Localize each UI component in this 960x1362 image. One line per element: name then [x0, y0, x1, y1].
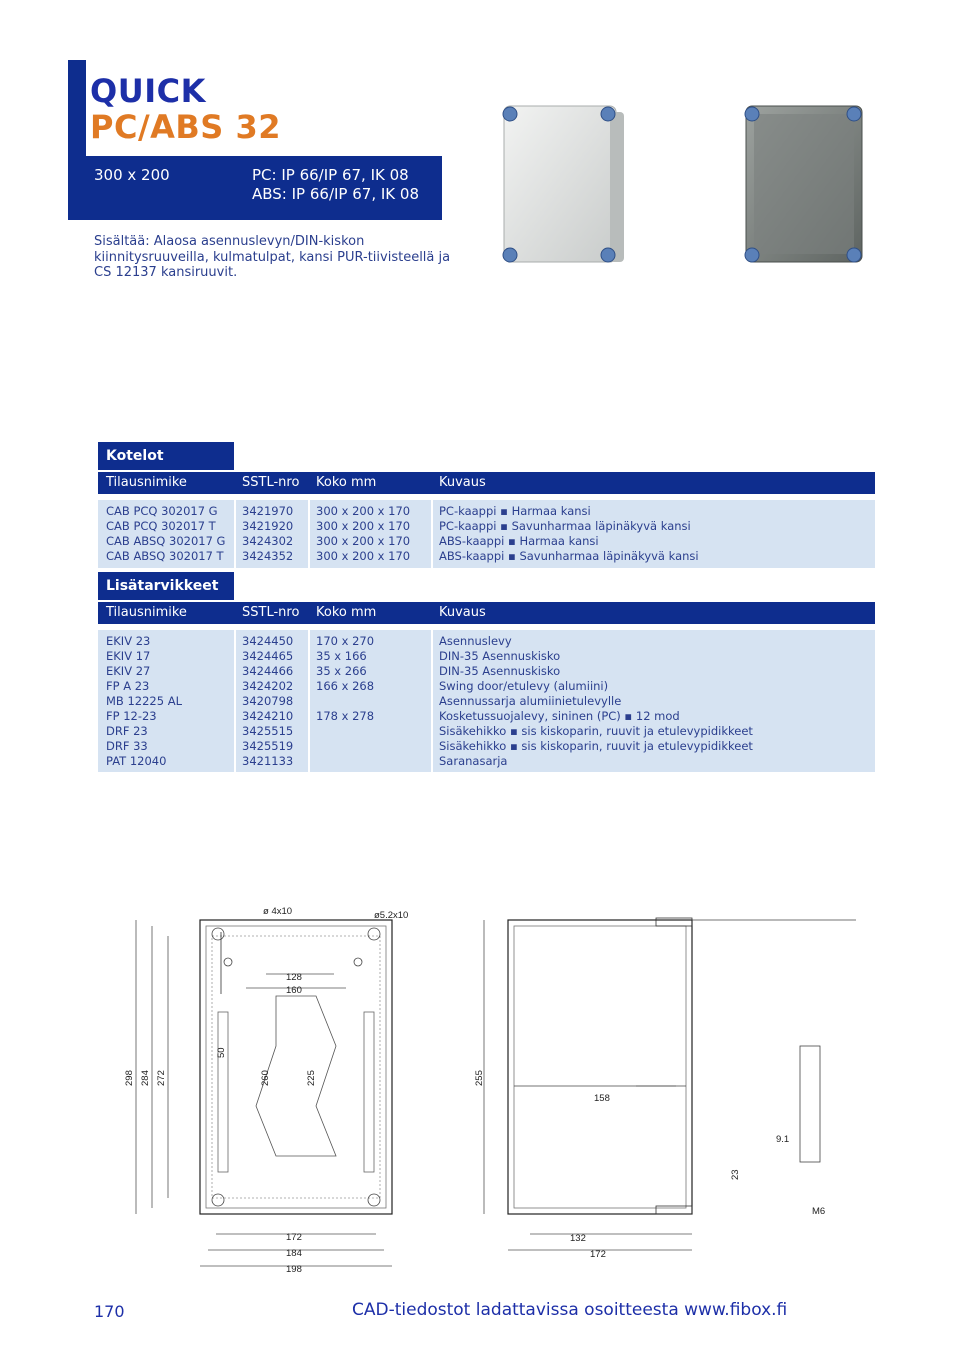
cell-size: 300 x 200 x 170 — [316, 534, 411, 548]
dim-23: 23 — [730, 1169, 741, 1180]
cell-name: DRF 33 — [106, 739, 148, 753]
col-header-size: Koko mm — [316, 475, 377, 490]
cell-desc: ABS-kaappi ▪ Savunharmaa läpinäkyvä kansi — [439, 549, 699, 563]
cell-desc: Asennussarja alumiinietulevylle — [439, 694, 622, 708]
col-header-desc: Kuvaus — [439, 605, 486, 620]
product-model-title: PC/ABS 32 — [90, 108, 281, 146]
dim-9-1: 9.1 — [776, 1134, 790, 1145]
kotelot-table — [98, 500, 875, 568]
cell-sstl: 3421920 — [242, 519, 294, 533]
cell-desc: Sisäkehikko ▪ sis kiskoparin, ruuvit ja etulevypidikkeet — [439, 739, 753, 753]
cell-desc: Swing door/etulevy (alumiini) — [439, 679, 609, 693]
col-header-sstl: SSTL-nro — [242, 605, 300, 620]
page-number: 170 — [94, 1302, 125, 1321]
enclosure-photo-grey — [500, 100, 630, 270]
dim-260: 260 — [260, 1070, 271, 1086]
cell-name: EKIV 27 — [106, 664, 151, 678]
cell-sstl: 3420798 — [242, 694, 294, 708]
cell-sstl: 3424466 — [242, 664, 294, 678]
cell-name: CAB PCQ 302017 T — [106, 519, 216, 533]
cell-name: CAB ABSQ 302017 G — [106, 534, 226, 548]
col-header-sstl: SSTL-nro — [242, 475, 300, 490]
dim-225: 225 — [306, 1070, 317, 1086]
cell-name: PAT 12040 — [106, 754, 167, 768]
cell-desc: DIN-35 Asennuskisko — [439, 649, 561, 663]
product-family-title: QUICK — [90, 72, 206, 110]
cell-desc: ABS-kaappi ▪ Harmaa kansi — [439, 534, 599, 548]
dim-hole-b: ø5.2x10 — [374, 910, 409, 921]
cell-name: EKIV 17 — [106, 649, 151, 663]
cell-sstl: 3424210 — [242, 709, 294, 723]
cell-sstl: 3424352 — [242, 549, 294, 563]
col-header-size: Koko mm — [316, 605, 377, 620]
cell-sstl: 3421133 — [242, 754, 294, 768]
cell-name: FP A 23 — [106, 679, 150, 693]
cell-size: 300 x 200 x 170 — [316, 504, 411, 518]
cell-desc: PC-kaappi ▪ Harmaa kansi — [439, 504, 591, 518]
cell-sstl: 3421970 — [242, 504, 294, 518]
dim-158: 158 — [594, 1093, 610, 1104]
lisatarvikkeet-header-row — [98, 602, 875, 624]
cell-name: CAB ABSQ 302017 T — [106, 549, 224, 563]
dim-160: 160 — [286, 985, 302, 996]
col-header-name: Tilausnimike — [106, 605, 187, 620]
dim-172-side: 172 — [590, 1249, 606, 1260]
cell-desc: DIN-35 Asennuskisko — [439, 664, 561, 678]
dim-272: 272 — [156, 1070, 167, 1086]
cell-desc: Sisäkehikko ▪ sis kiskoparin, ruuvit ja etulevypidikkeet — [439, 724, 753, 738]
cell-size: 170 x 270 — [316, 634, 375, 648]
cell-size: 35 x 166 — [316, 649, 367, 663]
dim-128: 128 — [286, 972, 302, 983]
cell-size: 300 x 200 x 170 — [316, 549, 411, 563]
rating-pc: PC: IP 66/IP 67, IK 08 — [252, 166, 409, 184]
enclosure-photo-smoked — [742, 100, 872, 270]
dim-284: 284 — [140, 1070, 151, 1086]
cell-desc: Asennuslevy — [439, 634, 512, 648]
kotelot-header-row — [98, 472, 875, 494]
col-header-name: Tilausnimike — [106, 475, 187, 490]
dim-298: 298 — [124, 1070, 135, 1086]
technical-drawing — [96, 896, 886, 1286]
col-header-desc: Kuvaus — [439, 475, 486, 490]
dim-132: 132 — [570, 1233, 586, 1244]
cell-size: 35 x 266 — [316, 664, 367, 678]
intro-text: Sisältää: Alaosa asennuslevyn/DIN-kiskon kiinnitysruuveilla, kulmatulpat, kansi PUR-tiivisteellä ja CS 12137 kansiruuvit. — [94, 234, 451, 280]
front-view — [200, 920, 392, 1214]
cell-sstl: 3424202 — [242, 679, 294, 693]
dim-172-front: 172 — [286, 1232, 302, 1243]
protection-ratings — [252, 166, 419, 204]
cell-size: 300 x 200 x 170 — [316, 519, 411, 533]
dim-198: 198 — [286, 1264, 302, 1275]
cell-name: CAB PCQ 302017 G — [106, 504, 218, 518]
dim-255: 255 — [474, 1070, 485, 1086]
cell-name: FP 12-23 — [106, 709, 157, 723]
cell-sstl: 3424450 — [242, 634, 294, 648]
cell-sstl: 3425519 — [242, 739, 294, 753]
cell-desc: PC-kaappi ▪ Savunharmaa läpinäkyvä kansi — [439, 519, 691, 533]
cad-download-link[interactable]: CAD-tiedostot ladattavissa osoitteesta www.fibox.fi — [352, 1300, 788, 1320]
cell-desc: Saranasarja — [439, 754, 508, 768]
dim-hole-a: ø 4x10 — [263, 906, 293, 917]
rating-abs: ABS: IP 66/IP 67, IK 08 — [252, 185, 419, 203]
size-spec: 300 x 200 — [94, 166, 170, 184]
cell-sstl: 3424465 — [242, 649, 294, 663]
dim-184: 184 — [286, 1248, 302, 1259]
section-title-lisatarvikkeet: Lisätarvikkeet — [98, 572, 234, 600]
cell-name: EKIV 23 — [106, 634, 151, 648]
cell-sstl: 3424302 — [242, 534, 294, 548]
cell-desc: Kosketussuojalevy, sininen (PC) ▪ 12 mod — [439, 709, 680, 723]
cell-name: DRF 23 — [106, 724, 148, 738]
dim-m6: M6 — [812, 1206, 826, 1217]
cell-name: MB 12225 AL — [106, 694, 182, 708]
side-view — [508, 918, 856, 1214]
dim-50: 50 — [216, 1047, 227, 1058]
lisatarvikkeet-table — [98, 630, 875, 772]
cell-sstl: 3425515 — [242, 724, 294, 738]
section-title-kotelot: Kotelot — [98, 442, 234, 470]
cell-size: 166 x 268 — [316, 679, 375, 693]
cell-size: 178 x 278 — [316, 709, 375, 723]
